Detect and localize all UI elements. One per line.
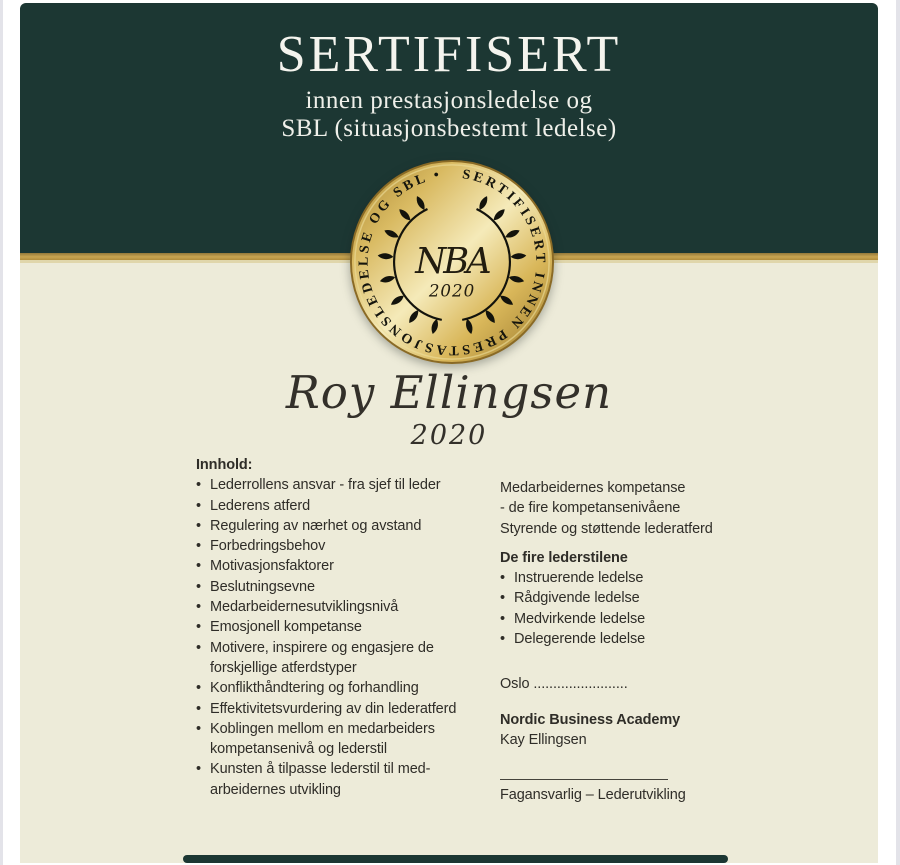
list-item-text: Lederrollens ansvar - fra sjef til leder [210,477,441,494]
list-item-text: Motivasjonsfaktorer [210,558,334,575]
content-column-left [196,455,496,800]
left-column-heading: Innhold: [196,457,253,473]
list-item-text: Effektivitetsvurdering av din lederatferd [210,700,457,717]
competence-line: Styrende og støttende lederatferd [500,520,713,537]
list-item-text: Motivere, inspirere og engasjere de forskjellige atferdstyper [210,639,434,676]
list-item [196,536,496,556]
right-edge-strip [896,0,900,865]
list-item-text: Beslutningsevne [210,578,315,595]
list-item-text: Kunsten å tilpasse lederstil til med- arbeidernes utvikling [210,761,431,798]
contents-list [196,475,496,800]
list-item-text: Koblingen mellom en medarbeiders kompetansenivå og lederstil [210,720,435,758]
leadership-styles-heading: De fire lederstilene [500,549,628,566]
bullet-icon: • [196,517,201,534]
list-item-text: Emosjonell kompetanse [210,619,362,636]
list-item-text: Lederens atferd [210,497,311,514]
list-item-text: Konflikthåndtering og forhandling [210,680,419,697]
bullet-icon: • [500,590,505,607]
competence-line: - de fire kompetansenivåene [500,500,681,517]
list-item [500,629,750,649]
bullet-icon: • [196,497,201,514]
seal-year: 2020 [428,281,476,301]
competence-lines [500,478,750,539]
signer-name: Kay Ellingsen [500,731,587,748]
home-indicator-bar[interactable] [183,855,728,863]
list-item [196,617,496,637]
list-item [196,699,496,719]
list-item [196,496,496,516]
list-item-text: Rådgivende ledelse [514,590,640,607]
bullet-icon: • [196,720,201,737]
recipient-name: Roy Ellingsen [285,366,613,419]
certificate-title: SERTIFISERT [276,26,622,83]
certificate-subtitle-line2: SBL (situasjonsbestemt ledelse) [281,115,617,142]
list-item-text: Delegerende ledelse [514,631,646,648]
content-column-right [500,478,750,806]
bullet-icon: • [500,570,505,587]
list-item-text: Medarbeidernesutviklingsnivå [210,599,399,616]
bullet-icon: • [196,578,201,595]
seal-graphic [349,159,555,365]
list-item [500,588,750,608]
bullet-icon: • [196,680,201,697]
bullet-icon: • [196,761,201,778]
competence-line: Medarbeidernes kompetanse [500,480,686,496]
certificate-page [20,3,878,863]
list-item [196,577,496,597]
bullet-icon: • [196,538,201,555]
list-item-text: Medvirkende ledelse [514,610,646,627]
list-item [196,678,496,698]
list-item [196,475,496,495]
recipient-year: 2020 [410,420,488,451]
bullet-icon: • [196,639,201,656]
bullet-icon: • [500,631,505,648]
organization-name: Nordic Business Academy [500,711,681,728]
seal-monogram: NBA [415,240,489,282]
list-item [196,719,496,760]
list-item-text: Forbedringsbehov [210,538,326,555]
list-item-text: Regulering av nærhet og avstand [210,517,422,534]
bullet-icon: • [500,610,505,627]
bullet-icon: • [196,700,201,717]
certificate-subtitle-line1: innen prestasjonsledelse og [305,87,593,114]
list-item [196,759,496,800]
left-edge-strip [0,0,3,865]
bullet-icon: • [196,558,201,575]
seal-ring-text: SERTIFISERT INNEN PRESTASJONSLEDELSE OG SBL • [355,166,549,359]
list-item [500,609,750,629]
list-item [196,638,496,679]
list-item [196,516,496,536]
list-item [500,568,750,588]
certification-seal-icon [349,159,555,365]
leadership-styles-list [500,568,750,649]
bullet-icon: • [196,599,201,616]
list-item [196,597,496,617]
bullet-icon: • [196,477,201,494]
list-item [196,556,496,576]
signer-role: Fagansvarlig – Lederutvikling [500,787,686,804]
signature-line [500,779,668,780]
list-item-text: Instruerende ledelse [514,570,644,587]
place-date-line: Oslo ........................ [500,676,628,693]
bullet-icon: • [196,619,201,636]
